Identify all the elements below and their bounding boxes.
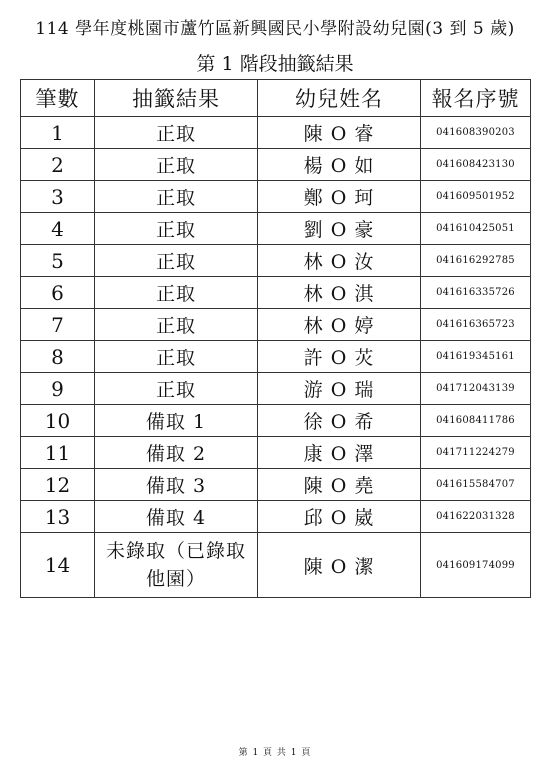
lottery-result-cell (95, 533, 258, 598)
table-row (21, 437, 531, 469)
registration-number: 041712043139 (421, 373, 531, 405)
table-row (21, 469, 531, 501)
registration-number: 041615584707 (421, 469, 531, 501)
lottery-results-table (20, 79, 531, 598)
registration-number: 041609501952 (421, 181, 531, 213)
registration-number: 041616335726 (421, 277, 531, 309)
row-number: 12 (21, 469, 95, 501)
child-name: 林 O 汝 (258, 245, 421, 277)
child-name: 陳 O 堯 (258, 469, 421, 501)
lottery-result: 正取 (95, 309, 258, 341)
document-subtitle: 第 1 階段抽籤結果 (196, 53, 354, 75)
registration-number: 041616292785 (421, 245, 531, 277)
lottery-result: 正取 (95, 149, 258, 181)
row-number: 1 (21, 117, 95, 149)
registration-number: 041619345161 (421, 341, 531, 373)
table-row (21, 213, 531, 245)
child-name: 許 O 苂 (258, 341, 421, 373)
header-count: 筆數 (21, 80, 95, 117)
child-name: 徐 O 希 (258, 405, 421, 437)
registration-number: 041608390203 (421, 117, 531, 149)
row-number: 5 (21, 245, 95, 277)
registration-number: 041622031328 (421, 501, 531, 533)
child-name: 康 O 澤 (258, 437, 421, 469)
lottery-result: 正取 (95, 245, 258, 277)
lottery-result: 正取 (95, 277, 258, 309)
lottery-result: 正取 (95, 181, 258, 213)
row-number: 4 (21, 213, 95, 245)
table-row (21, 245, 531, 277)
table-row (21, 309, 531, 341)
registration-number: 041608423130 (421, 149, 531, 181)
lottery-result: 正取 (95, 117, 258, 149)
child-name: 林 O 淇 (258, 277, 421, 309)
header-result: 抽籤結果 (95, 80, 258, 117)
registration-number: 041711224279 (421, 437, 531, 469)
row-number: 6 (21, 277, 95, 309)
registration-number: 041608411786 (421, 405, 531, 437)
row-number: 2 (21, 149, 95, 181)
row-number: 13 (21, 501, 95, 533)
lottery-result: 備取 2 (95, 437, 258, 469)
row-number: 14 (21, 533, 95, 598)
child-name: 楊 O 如 (258, 149, 421, 181)
table-row (21, 277, 531, 309)
lottery-result: 備取 1 (95, 405, 258, 437)
page-footer: 第 1 頁 共 1 頁 (238, 748, 312, 758)
lottery-result: 備取 3 (95, 469, 258, 501)
registration-number: 041610425051 (421, 213, 531, 245)
header-registration-number: 報名序號 (421, 80, 531, 117)
table-row (21, 341, 531, 373)
registration-number: 041609174099 (421, 533, 531, 598)
table-row (21, 533, 531, 598)
table-row (21, 117, 531, 149)
row-number: 11 (21, 437, 95, 469)
child-name: 鄭 O 珂 (258, 181, 421, 213)
document-title: 114 學年度桃園市蘆竹區新興國民小學附設幼兒園(3 到 5 歲) (35, 19, 515, 39)
child-name: 劉 O 豪 (258, 213, 421, 245)
table-row (21, 501, 531, 533)
table-row (21, 405, 531, 437)
lottery-result: 備取 4 (95, 501, 258, 533)
child-name: 陳 O 潔 (258, 533, 421, 598)
row-number: 10 (21, 405, 95, 437)
table-row (21, 149, 531, 181)
child-name: 林 O 婷 (258, 309, 421, 341)
row-number: 8 (21, 341, 95, 373)
table-row (21, 373, 531, 405)
registration-number: 041616365723 (421, 309, 531, 341)
row-number: 3 (21, 181, 95, 213)
row-number: 7 (21, 309, 95, 341)
lottery-result: 正取 (95, 341, 258, 373)
row-number: 9 (21, 373, 95, 405)
lottery-result: 正取 (95, 213, 258, 245)
child-name: 陳 O 睿 (258, 117, 421, 149)
child-name: 游 O 瑞 (258, 373, 421, 405)
table-row (21, 181, 531, 213)
header-child-name: 幼兒姓名 (258, 80, 421, 117)
table-header-row (21, 80, 531, 117)
lottery-result: 未錄取（已錄取他園） (105, 540, 246, 590)
child-name: 邱 O 崴 (258, 501, 421, 533)
lottery-result: 正取 (95, 373, 258, 405)
